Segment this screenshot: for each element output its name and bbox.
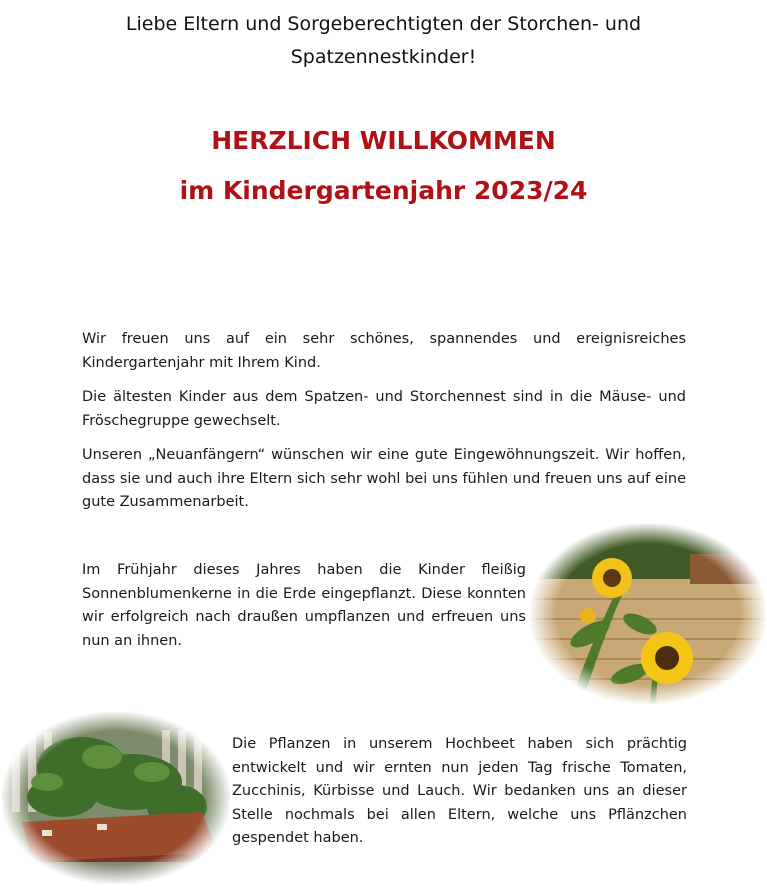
sunflower-photo [530, 524, 766, 704]
greeting-line-1: Liebe Eltern und Sorgeberechtigten der Storchen- und [125, 13, 642, 35]
paragraph-sunflowers: Im Frühjahr dieses Jahres haben die Kinder fleißig Sonnenblumenkerne in die Erde eingepflanzt. Diese konnten wir erfolgreich nach draußen umpflanzen und erfreuen uns nun an ihnen. [82, 562, 526, 649]
raised-bed-photo [2, 712, 230, 884]
paragraph-intro: Wir freuen uns auf ein sehr schönes, spannendes und ereignisreiches Kindergartenjahr mit Ihrem Kind. [82, 331, 686, 371]
paragraph-raised-bed: Die Pflanzen in unserem Hochbeet haben sich prächtig entwickelt und wir ernten nun jeden Tag frische Tomaten, Zucchinis, Kürbisse und Lauch. Wir bedanken uns an dieser Stelle nochmals bei allen Eltern, welche uns Pflänzchen gespendet haben. [232, 736, 687, 846]
greeting-line-2: Spatzennestkinder! [290, 46, 477, 68]
welcome-title: HERZLICH WILLKOMMEN [211, 126, 556, 155]
greeting [60, 8, 707, 74]
paragraph-group-change: Die ältesten Kinder aus dem Spatzen- und Storchennest sind in die Mäuse- und Fröschegruppe gewechselt. [82, 389, 686, 429]
paragraph-newcomers: Unseren „Neuanfängern“ wünschen wir eine gute Eingewöhnungszeit. Wir hoffen, dass sie und auch ihre Eltern sich sehr wohl bei uns fühlen und freuen uns auf eine gute Zusammenarbeit. [82, 447, 686, 510]
year-title: im Kindergartenjahr 2023/24 [179, 176, 588, 205]
